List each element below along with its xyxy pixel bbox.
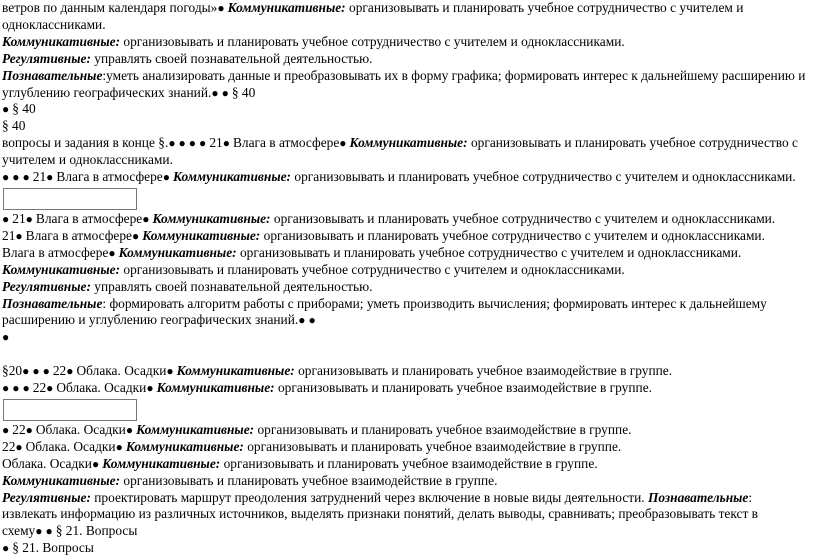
section-heading: Познавательные	[647, 489, 749, 505]
text-run: § 21. Вопросы	[12, 540, 94, 556]
text-run: :	[748, 489, 753, 505]
section-heading: Коммуникативные:	[172, 169, 292, 185]
text-run: организовывать и планировать учебное сотрудничество с учителем и одноклассниками.	[260, 227, 765, 243]
text-line	[2, 152, 814, 169]
text-run: организовывать и планировать учебное взаимодействие в группе.	[254, 421, 632, 437]
text-line	[2, 296, 814, 313]
text-line	[2, 279, 814, 296]
text-run: организовывать и планировать учебное сотрудничество с учителем и одноклассниками.	[236, 244, 742, 260]
text-run: ветров по данным календаря погоды»	[2, 0, 218, 15]
section-heading: Регулятивные:	[2, 278, 91, 294]
text-run: 21	[209, 135, 223, 151]
text-run: Облака. Осадки	[25, 438, 116, 454]
bullet-mark: ●	[125, 422, 137, 437]
section-heading: Коммуникативные:	[176, 363, 295, 379]
text-line	[2, 380, 814, 397]
text-run: углублению географических знаний.	[2, 84, 212, 100]
text-line	[2, 51, 814, 68]
text-line	[2, 473, 814, 490]
text-line	[2, 439, 814, 456]
bullet-mark: ●	[2, 330, 10, 345]
section-heading: Познавательные	[2, 67, 103, 83]
text-run: §20	[2, 363, 23, 379]
empty-text-box	[3, 399, 137, 421]
text-line	[2, 422, 814, 439]
section-heading: Коммуникативные:	[156, 380, 275, 396]
text-run: Влага в атмосфере	[25, 227, 132, 243]
bullet-mark: ●	[166, 364, 177, 379]
text-run: § 40	[231, 84, 256, 100]
bullet-mark: ● ● ●	[2, 170, 33, 185]
text-run: Влага в атмосфере	[35, 210, 143, 226]
bullet-mark: ●	[25, 211, 36, 226]
text-run: схему	[2, 523, 36, 539]
text-line	[2, 312, 814, 329]
bullet-mark: ●	[2, 422, 13, 437]
text-run: организовывать и планировать учебное сотрудничество с учителем и одноклассниками.	[291, 169, 796, 185]
text-run: 21	[12, 210, 26, 226]
text-run: организовывать и планировать учебное сотрудничество с учителем и одноклассниками.	[120, 33, 625, 49]
bullet-mark: ●	[2, 541, 13, 556]
text-run: организовывать и планировать учебное сотрудничество с	[467, 135, 798, 151]
section-heading: Познавательные	[2, 295, 103, 311]
bullet-mark: ●	[46, 170, 57, 185]
text-run: 22	[2, 438, 16, 454]
bullet-mark: ●	[15, 228, 26, 243]
text-line	[2, 101, 814, 118]
text-run: Облака. Осадки	[35, 421, 126, 437]
text-line	[2, 17, 814, 34]
text-line	[2, 34, 814, 51]
text-run: организовывать и планировать учебное взаимодействие в группе.	[243, 438, 622, 454]
bullet-mark: ●	[2, 102, 13, 117]
text-run: 22	[32, 380, 47, 396]
text-line	[2, 490, 814, 507]
text-line	[2, 506, 814, 523]
text-run: организовывать и планировать учебное сотрудничество с учителем и	[345, 0, 744, 15]
text-run: извлекать информацию из различных источников, выделять признаки понятий, делать выводы, сравнивать; преобразовывать текст в	[2, 506, 759, 522]
text-line	[2, 135, 814, 152]
bullet-mark: ● ●	[298, 313, 316, 328]
text-run: организовывать и планировать учебное сотрудничество с учителем и одноклассниками.	[270, 210, 776, 226]
text-line	[2, 228, 814, 245]
bullet-mark: ●	[142, 211, 153, 226]
text-run: управлять своей познавательной деятельностью.	[90, 50, 373, 66]
bullet-mark: ●	[131, 228, 143, 243]
text-run: проектировать маршрут преодоления затруднений через включение в новые виды деятельности.	[90, 489, 648, 505]
bullet-mark: ●	[15, 439, 26, 454]
bullet-mark: ●	[115, 439, 126, 454]
text-line	[2, 523, 814, 540]
text-run: управлять своей познавательной деятельностью.	[90, 278, 373, 294]
text-line	[2, 363, 814, 380]
text-line	[2, 262, 814, 279]
section-heading: Коммуникативные:	[2, 33, 121, 49]
bullet-mark: ● ●	[35, 524, 56, 539]
section-heading: Регулятивные:	[2, 489, 91, 505]
section-heading: Коммуникативные:	[136, 421, 255, 437]
text-run: вопросы и задания в конце §.	[2, 135, 169, 151]
bullet-mark: ●	[46, 381, 57, 396]
section-heading: Коммуникативные:	[227, 0, 346, 15]
text-run: Облака. Осадки	[56, 380, 147, 396]
section-heading: Коммуникативные:	[2, 472, 121, 488]
text-run: :уметь анализировать данные и преобразовывать их в форму графика; формировать интерес к дальнейшему расширению и	[102, 67, 806, 83]
text-run: организовывать и планировать учебное взаимодействие в группе.	[220, 455, 598, 471]
bullet-mark: ●	[222, 136, 233, 151]
section-heading: Коммуникативные:	[349, 135, 468, 151]
text-run: Влага в атмосфере	[2, 244, 109, 260]
text-run: организовывать и планировать учебное сотрудничество с учителем и одноклассниками.	[120, 261, 625, 277]
bullet-mark: ●	[339, 136, 350, 151]
section-heading: Коммуникативные:	[152, 210, 271, 226]
bullet-mark: ●	[217, 1, 228, 15]
text-run: § 40	[12, 101, 36, 117]
text-run: Облака. Осадки	[76, 363, 167, 379]
text-line	[2, 68, 814, 85]
bullet-mark: ●	[108, 245, 119, 260]
text-run: организовывать и планировать учебное взаимодействие в группе.	[274, 380, 653, 396]
text-run: Влага в атмосфере	[232, 135, 340, 151]
text-run: § 40	[2, 118, 26, 134]
text-line	[2, 85, 814, 102]
bullet-mark: ●	[146, 381, 157, 396]
section-heading: Регулятивные:	[2, 50, 91, 66]
bullet-mark: ●	[25, 422, 36, 437]
text-run: Влага в атмосфере	[56, 169, 163, 185]
bullet-mark: ● ● ● ●	[168, 136, 210, 151]
bullet-mark: ● ●	[211, 85, 232, 100]
text-run: 22	[52, 363, 67, 379]
section-heading: Коммуникативные:	[118, 244, 237, 260]
blank-line	[2, 346, 814, 363]
section-heading: Коммуникативные:	[2, 261, 121, 277]
text-line	[2, 329, 814, 346]
text-run: одноклассниками.	[2, 16, 106, 32]
text-line	[2, 245, 814, 262]
text-run: расширению и углублению географических знаний.	[2, 312, 299, 328]
bullet-mark: ●	[162, 170, 173, 185]
text-run: : формировать алгоритм работы с приборами; уметь производить вычисления; формировать интерес к дальнейшему	[102, 295, 767, 311]
text-run: организовывать и планировать учебное взаимодействие в группе.	[294, 363, 673, 379]
text-line	[2, 118, 814, 135]
text-run: учителем и одноклассниками.	[2, 152, 173, 168]
bullet-mark: ● ● ●	[2, 381, 33, 396]
text-run: Облака. Осадки	[2, 455, 92, 471]
empty-text-box	[3, 188, 137, 210]
section-heading: Коммуникативные:	[142, 227, 261, 243]
bullet-mark: ●	[2, 211, 13, 226]
text-run: организовывать и планировать учебное взаимодействие в группе.	[120, 472, 498, 488]
section-heading: Коммуникативные:	[102, 455, 221, 471]
text-run: § 21. Вопросы	[55, 523, 138, 539]
bullet-mark: ● ● ●	[22, 364, 53, 379]
text-run: 21	[2, 227, 16, 243]
text-line	[2, 456, 814, 473]
bullet-mark: ●	[91, 456, 103, 471]
section-heading: Коммуникативные:	[125, 438, 244, 454]
text-line	[2, 169, 814, 186]
text-run: 21	[32, 169, 47, 185]
text-run: 22	[12, 421, 26, 437]
text-line	[2, 0, 814, 17]
text-line	[2, 211, 814, 228]
text-line	[2, 540, 814, 557]
bullet-mark: ●	[66, 364, 77, 379]
